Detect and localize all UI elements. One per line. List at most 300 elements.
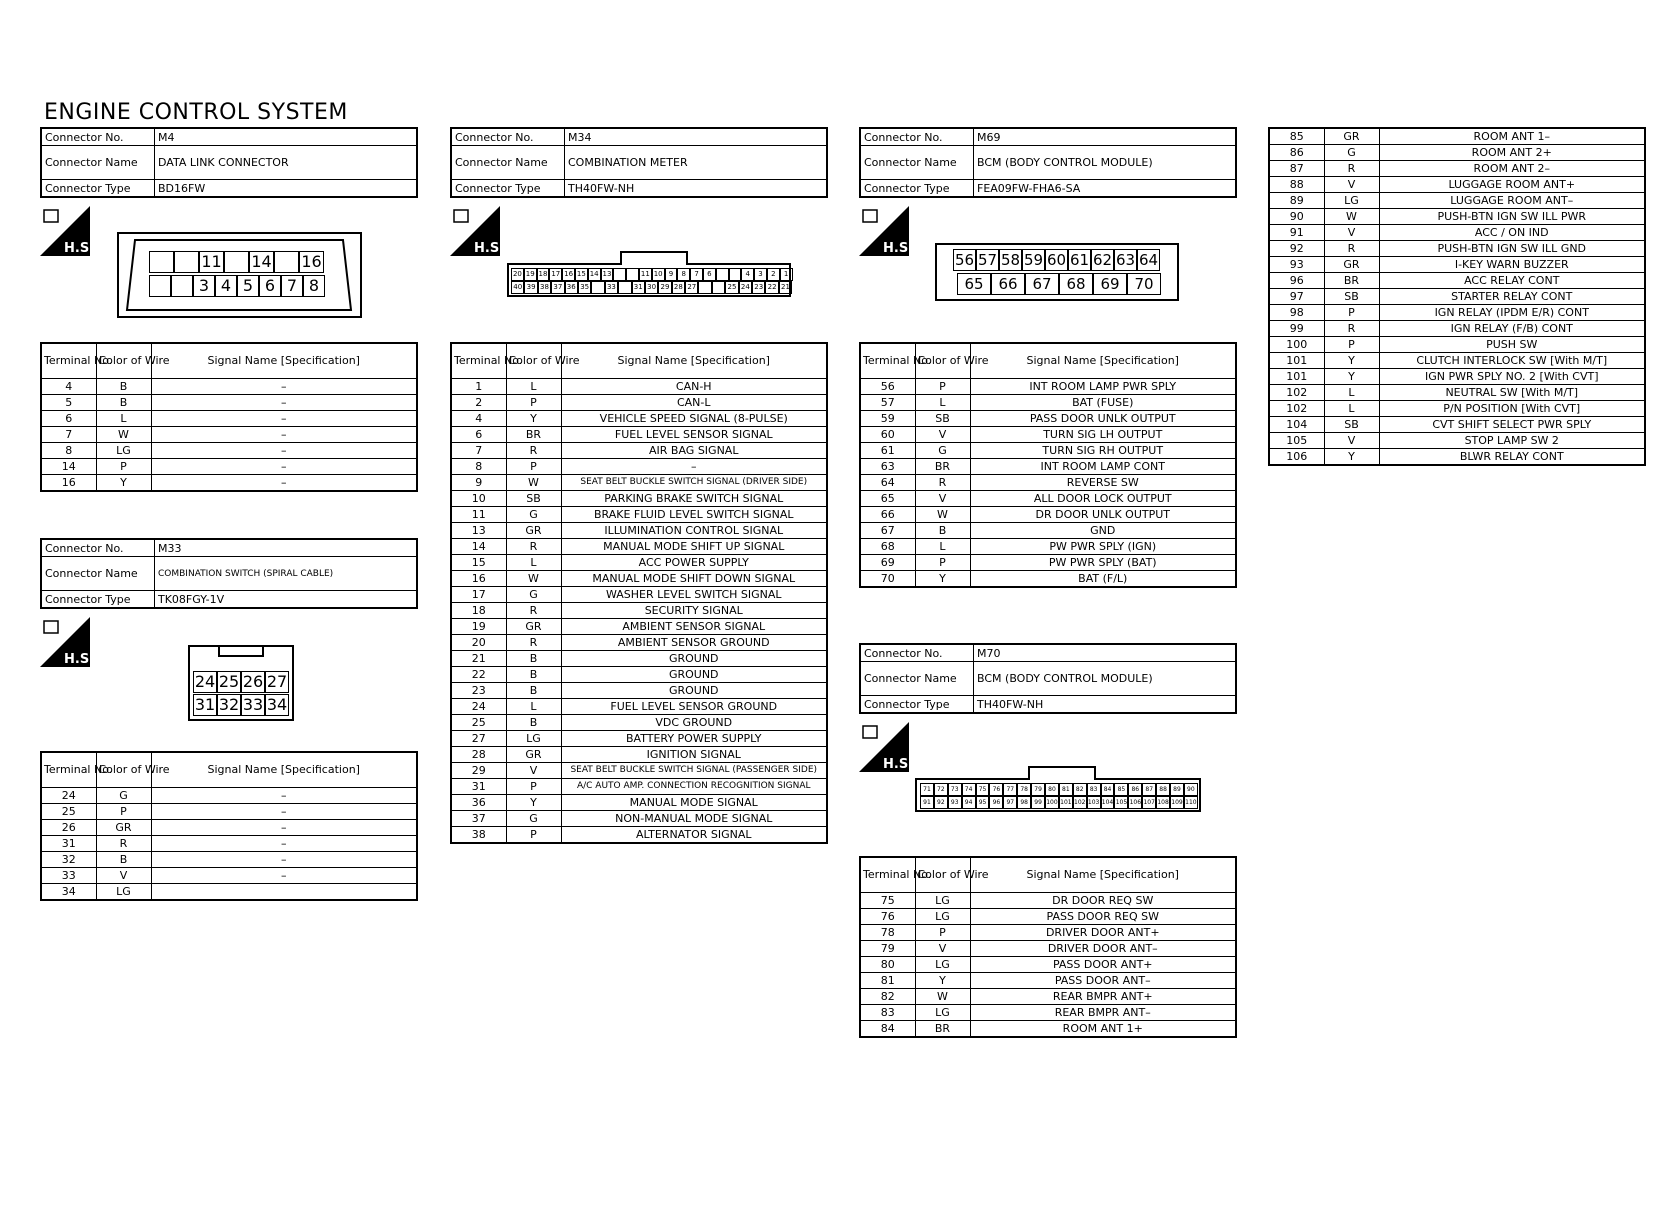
connector-pin: 32 xyxy=(218,695,240,714)
conn-name-label: Connector Name xyxy=(860,662,974,696)
wire-color-cell: GR xyxy=(506,619,561,635)
connector-pin: 63 xyxy=(1115,251,1136,269)
connector-pin: 9 xyxy=(665,268,678,281)
signal-header: Signal Name [Specification] xyxy=(561,343,827,379)
signal-name-cell: – xyxy=(151,836,417,852)
terminal-cell: 31 xyxy=(451,779,506,795)
terminal-cell: 4 xyxy=(451,411,506,427)
connector-pin: 33 xyxy=(605,281,618,294)
conn-type-value: TH40FW-NH xyxy=(565,180,828,198)
terminal-cell: 66 xyxy=(860,507,915,523)
table-row xyxy=(451,667,827,683)
wire-color-cell: Y xyxy=(1324,353,1379,369)
connector-pin xyxy=(712,281,725,294)
wire-color-cell: R xyxy=(1324,241,1379,257)
terminal-cell: 9 xyxy=(451,475,506,491)
wire-color-cell: GR xyxy=(506,523,561,539)
wire-color-cell: P xyxy=(506,779,561,795)
connector-pin: 25 xyxy=(725,281,738,294)
conn-name-value: COMBINATION METER xyxy=(565,146,828,180)
signal-name-cell: – xyxy=(151,379,417,395)
connector-pin xyxy=(274,251,299,273)
m69-connector-face xyxy=(935,243,1179,301)
m70-connector-face xyxy=(915,778,1201,812)
signal-name-cell: – xyxy=(151,459,417,475)
terminal-cell: 79 xyxy=(860,941,915,957)
wire-color-cell: LG xyxy=(915,957,970,973)
connector-pin xyxy=(716,268,729,281)
connector-pin xyxy=(174,251,199,273)
table-row xyxy=(860,909,1236,925)
connector-pin: 26 xyxy=(242,672,264,691)
signal-name-cell: MANUAL MODE SHIFT DOWN SIGNAL xyxy=(561,571,827,587)
terminal-cell: 76 xyxy=(860,909,915,925)
table-row xyxy=(451,603,827,619)
table-row xyxy=(451,683,827,699)
signal-name-cell: NEUTRAL SW [With M/T] xyxy=(1379,385,1645,401)
table-row xyxy=(860,379,1236,395)
signal-name-cell: PASS DOOR ANT+ xyxy=(970,957,1236,973)
terminal-cell: 86 xyxy=(1269,145,1324,161)
connector-pin: 11 xyxy=(639,268,652,281)
table-row xyxy=(860,411,1236,427)
connector-pin: 10 xyxy=(652,268,665,281)
table-row xyxy=(451,443,827,459)
wire-color-cell: SB xyxy=(1324,417,1379,433)
table-row xyxy=(860,395,1236,411)
signal-name-cell: ROOM ANT 1+ xyxy=(970,1021,1236,1038)
connector-pin: 14 xyxy=(249,251,274,273)
terminal-cell: 17 xyxy=(451,587,506,603)
m34-connector-face xyxy=(507,263,791,297)
table-row xyxy=(860,957,1236,973)
connector-pin: 67 xyxy=(1025,273,1059,295)
signal-name-cell: I-KEY WARN BUZZER xyxy=(1379,257,1645,273)
table-row xyxy=(451,555,827,571)
conn-name-label: Connector Name xyxy=(41,557,155,591)
color-header: Color of Wire xyxy=(96,752,151,788)
table-row xyxy=(860,491,1236,507)
signal-name-cell: AMBIENT SENSOR SIGNAL xyxy=(561,619,827,635)
connector-pin: 95 xyxy=(976,796,990,809)
signal-name-cell: A/C AUTO AMP. CONNECTION RECOGNITION SIGNAL xyxy=(561,779,827,795)
conn-type-label: Connector Type xyxy=(41,591,155,609)
connector-pin: 78 xyxy=(1017,783,1031,796)
connector-pin: 70 xyxy=(1127,273,1161,295)
m4-connector-face xyxy=(117,232,362,318)
conn-name-value: DATA LINK CONNECTOR xyxy=(155,146,418,180)
table-row xyxy=(1269,417,1645,433)
hs-label: H.S. xyxy=(883,757,914,772)
table-row xyxy=(860,475,1236,491)
connector-pin: 75 xyxy=(976,783,990,796)
signal-name-cell: TURN SIG LH OUTPUT xyxy=(970,427,1236,443)
terminal-cell: 104 xyxy=(1269,417,1324,433)
terminal-cell: 10 xyxy=(451,491,506,507)
signal-name-cell: GROUND xyxy=(561,683,827,699)
table-row xyxy=(1269,145,1645,161)
connector-pin: 64 xyxy=(1138,251,1159,269)
signal-name-cell: PASS DOOR ANT– xyxy=(970,973,1236,989)
table-row xyxy=(1269,433,1645,449)
signal-name-cell: – xyxy=(151,804,417,820)
connector-pin: 76 xyxy=(989,783,1003,796)
connector-pin: 1 xyxy=(780,268,793,281)
signal-name-cell: PARKING BRAKE SWITCH SIGNAL xyxy=(561,491,827,507)
connector-pin: 11 xyxy=(199,251,224,273)
terminal-cell: 61 xyxy=(860,443,915,459)
conn-name-label: Connector Name xyxy=(41,146,155,180)
table-row xyxy=(1269,225,1645,241)
terminal-cell: 90 xyxy=(1269,209,1324,225)
connector-pin: 59 xyxy=(1023,251,1044,269)
connector-pin xyxy=(591,281,604,294)
connector-pin: 22 xyxy=(765,281,778,294)
connector-pin: 27 xyxy=(266,672,288,691)
terminal-cell: 38 xyxy=(451,827,506,844)
terminal-cell: 84 xyxy=(860,1021,915,1038)
connector-pin: 85 xyxy=(1114,783,1128,796)
m33-signal-table xyxy=(40,751,418,901)
connector-pin: 98 xyxy=(1017,796,1031,809)
connector-pin: 94 xyxy=(962,796,976,809)
conn-type-value: FEA09FW-FHA6-SA xyxy=(974,180,1237,198)
connector-pin xyxy=(224,251,249,273)
conn-type-value: BD16FW xyxy=(155,180,418,198)
signal-name-cell: IGN PWR SPLY NO. 2 [With CVT] xyxy=(1379,369,1645,385)
wire-color-cell: P xyxy=(96,459,151,475)
table-row xyxy=(1269,401,1645,417)
connector-m33-header xyxy=(40,538,418,609)
signal-name-cell: PUSH-BTN IGN SW ILL PWR xyxy=(1379,209,1645,225)
signal-header: Signal Name [Specification] xyxy=(970,343,1236,379)
signal-name-cell: – xyxy=(151,427,417,443)
table-row xyxy=(860,925,1236,941)
conn-type-value: TH40FW-NH xyxy=(974,696,1237,714)
terminal-cell: 5 xyxy=(41,395,96,411)
terminal-cell: 70 xyxy=(860,571,915,588)
harness-side-icon xyxy=(40,617,95,667)
connector-pin xyxy=(171,275,193,297)
color-header: Color of Wire xyxy=(915,857,970,893)
table-row xyxy=(451,459,827,475)
connector-pin: 79 xyxy=(1031,783,1045,796)
connector-pin: 7 xyxy=(281,275,303,297)
table-row xyxy=(41,852,417,868)
terminal-cell: 82 xyxy=(860,989,915,1005)
terminal-cell: 60 xyxy=(860,427,915,443)
signal-name-cell: DRIVER DOOR ANT+ xyxy=(970,925,1236,941)
wire-color-cell: W xyxy=(506,571,561,587)
terminal-cell: 85 xyxy=(1269,128,1324,145)
terminal-cell: 75 xyxy=(860,893,915,909)
connector-pin: 20 xyxy=(511,268,524,281)
wire-color-cell: Y xyxy=(1324,369,1379,385)
connector-pin: 33 xyxy=(242,695,264,714)
signal-name-cell: P/N POSITION [With CVT] xyxy=(1379,401,1645,417)
wire-color-cell: V xyxy=(915,427,970,443)
color-header: Color of Wire xyxy=(96,343,151,379)
table-row xyxy=(41,788,417,804)
table-row xyxy=(1269,209,1645,225)
connector-pin: 18 xyxy=(537,268,550,281)
connector-pin: 90 xyxy=(1184,783,1198,796)
wire-color-cell: Y xyxy=(506,411,561,427)
connector-pin: 101 xyxy=(1059,796,1073,809)
terminal-cell: 59 xyxy=(860,411,915,427)
signal-name-cell: BAT (F/L) xyxy=(970,571,1236,588)
terminal-cell: 98 xyxy=(1269,305,1324,321)
terminal-header: Terminal No. xyxy=(41,752,96,788)
table-row xyxy=(41,411,417,427)
wire-color-cell: L xyxy=(96,411,151,427)
connector-pin: 61 xyxy=(1069,251,1090,269)
terminal-cell: 4 xyxy=(41,379,96,395)
table-row xyxy=(451,779,827,795)
connector-pin: 66 xyxy=(991,273,1025,295)
signal-header: Signal Name [Specification] xyxy=(970,857,1236,893)
conn-no-label: Connector No. xyxy=(451,128,565,146)
hs-label: H.S. xyxy=(64,241,95,256)
signal-name-cell: FUEL LEVEL SENSOR SIGNAL xyxy=(561,427,827,443)
connector-pin: 69 xyxy=(1093,273,1127,295)
table-row xyxy=(451,379,827,395)
wire-color-cell: LG xyxy=(96,884,151,901)
table-row xyxy=(860,941,1236,957)
connector-pin: 71 xyxy=(920,783,934,796)
connector-pin: 62 xyxy=(1092,251,1113,269)
terminal-cell: 106 xyxy=(1269,449,1324,466)
table-row xyxy=(1269,385,1645,401)
connector-pin: 82 xyxy=(1073,783,1087,796)
signal-name-cell: IGN RELAY (F/B) CONT xyxy=(1379,321,1645,337)
table-row xyxy=(1269,177,1645,193)
table-row xyxy=(41,820,417,836)
signal-name-cell: VDC GROUND xyxy=(561,715,827,731)
terminal-cell: 83 xyxy=(860,1005,915,1021)
signal-name-cell: PASS DOOR UNLK OUTPUT xyxy=(970,411,1236,427)
color-header: Color of Wire xyxy=(915,343,970,379)
terminal-cell: 14 xyxy=(451,539,506,555)
connector-pin xyxy=(613,268,626,281)
signal-name-cell: – xyxy=(151,868,417,884)
harness-side-icon xyxy=(859,722,914,772)
m34-signal-table xyxy=(450,342,828,844)
signal-name-cell: PASS DOOR REQ SW xyxy=(970,909,1236,925)
table-row xyxy=(860,523,1236,539)
wire-color-cell: LG xyxy=(1324,193,1379,209)
signal-name-cell: DR DOOR UNLK OUTPUT xyxy=(970,507,1236,523)
wire-color-cell: R xyxy=(1324,321,1379,337)
signal-name-cell: – xyxy=(151,852,417,868)
terminal-cell: 89 xyxy=(1269,193,1324,209)
table-row xyxy=(1269,305,1645,321)
connector-pin xyxy=(626,268,639,281)
terminal-cell: 97 xyxy=(1269,289,1324,305)
signal-name-cell: ROOM ANT 2– xyxy=(1379,161,1645,177)
wire-color-cell: P xyxy=(915,925,970,941)
signal-name-cell: REAR BMPR ANT– xyxy=(970,1005,1236,1021)
terminal-header: Terminal No. xyxy=(451,343,506,379)
signal-name-cell: GROUND xyxy=(561,667,827,683)
conn-type-label: Connector Type xyxy=(451,180,565,198)
terminal-cell: 68 xyxy=(860,539,915,555)
table-row xyxy=(451,427,827,443)
connector-pin: 17 xyxy=(549,268,562,281)
terminal-cell: 13 xyxy=(451,523,506,539)
signal-name-cell: – xyxy=(151,443,417,459)
terminal-cell: 34 xyxy=(41,884,96,901)
connector-pin: 73 xyxy=(948,783,962,796)
table-row xyxy=(451,539,827,555)
table-row xyxy=(451,795,827,811)
connector-pin: 6 xyxy=(259,275,281,297)
signal-name-cell: NON-MANUAL MODE SIGNAL xyxy=(561,811,827,827)
terminal-header: Terminal No. xyxy=(860,343,915,379)
connector-pin: 103 xyxy=(1087,796,1101,809)
signal-header: Signal Name [Specification] xyxy=(151,752,417,788)
connector-pin: 81 xyxy=(1059,783,1073,796)
wire-color-cell: V xyxy=(1324,177,1379,193)
wire-color-cell: L xyxy=(1324,385,1379,401)
connector-pin: 30 xyxy=(645,281,658,294)
terminal-cell: 25 xyxy=(451,715,506,731)
table-row xyxy=(41,868,417,884)
terminal-cell: 65 xyxy=(860,491,915,507)
table-row xyxy=(451,827,827,844)
table-row xyxy=(860,1021,1236,1038)
connector-pin: 3 xyxy=(754,268,767,281)
connector-pin: 13 xyxy=(601,268,614,281)
wire-color-cell: R xyxy=(1324,161,1379,177)
terminal-cell: 28 xyxy=(451,747,506,763)
table-row xyxy=(1269,449,1645,466)
signal-name-cell: MANUAL MODE SHIFT UP SIGNAL xyxy=(561,539,827,555)
connector-pin: 19 xyxy=(524,268,537,281)
signal-name-cell: REAR BMPR ANT+ xyxy=(970,989,1236,1005)
table-row xyxy=(451,619,827,635)
connector-pin: 86 xyxy=(1128,783,1142,796)
connector-pin: 89 xyxy=(1170,783,1184,796)
connector-pin: 109 xyxy=(1170,796,1184,809)
wire-color-cell: W xyxy=(915,507,970,523)
signal-name-cell: REVERSE SW xyxy=(970,475,1236,491)
wire-color-cell: G xyxy=(1324,145,1379,161)
table-row xyxy=(1269,257,1645,273)
table-row xyxy=(451,587,827,603)
connector-pin: 107 xyxy=(1142,796,1156,809)
signal-name-cell: ROOM ANT 1– xyxy=(1379,128,1645,145)
signal-name-cell: CLUTCH INTERLOCK SW [With M/T] xyxy=(1379,353,1645,369)
table-row xyxy=(451,507,827,523)
signal-name-cell: GND xyxy=(970,523,1236,539)
signal-name-cell: CAN-L xyxy=(561,395,827,411)
terminal-cell: 24 xyxy=(41,788,96,804)
wire-color-cell: SB xyxy=(506,491,561,507)
wire-color-cell: GR xyxy=(506,747,561,763)
wire-color-cell: R xyxy=(915,475,970,491)
wire-color-cell: W xyxy=(96,427,151,443)
connector-pin: 34 xyxy=(266,695,288,714)
connector-pin: 93 xyxy=(948,796,962,809)
table-row xyxy=(41,804,417,820)
signal-name-cell: PW PWR SPLY (BAT) xyxy=(970,555,1236,571)
signal-name-cell: BRAKE FLUID LEVEL SWITCH SIGNAL xyxy=(561,507,827,523)
terminal-cell: 93 xyxy=(1269,257,1324,273)
terminal-cell: 33 xyxy=(41,868,96,884)
connector-pin: 36 xyxy=(565,281,578,294)
signal-name-cell: AMBIENT SENSOR GROUND xyxy=(561,635,827,651)
signal-name-cell: STARTER RELAY CONT xyxy=(1379,289,1645,305)
wire-color-cell: V xyxy=(1324,225,1379,241)
wire-color-cell: BR xyxy=(1324,273,1379,289)
signal-name-cell: – xyxy=(151,411,417,427)
wire-color-cell: Y xyxy=(1324,449,1379,466)
table-row xyxy=(860,427,1236,443)
table-row xyxy=(451,475,827,491)
table-row xyxy=(860,571,1236,588)
conn-type-label: Connector Type xyxy=(41,180,155,198)
wire-color-cell: P xyxy=(506,395,561,411)
table-row xyxy=(451,747,827,763)
wire-color-cell: V xyxy=(96,868,151,884)
conn-no-label: Connector No. xyxy=(860,644,974,662)
connector-pin: 28 xyxy=(672,281,685,294)
wire-color-cell: P xyxy=(915,379,970,395)
table-row xyxy=(860,973,1236,989)
terminal-cell: 2 xyxy=(451,395,506,411)
connector-pin: 83 xyxy=(1087,783,1101,796)
connector-pin: 65 xyxy=(957,273,991,295)
connector-pin: 74 xyxy=(962,783,976,796)
hs-label: H.S. xyxy=(474,241,505,256)
table-row xyxy=(451,731,827,747)
signal-name-cell: CAN-H xyxy=(561,379,827,395)
wire-color-cell: BR xyxy=(915,459,970,475)
table-row xyxy=(860,507,1236,523)
table-row xyxy=(451,395,827,411)
signal-name-cell: LUGGAGE ROOM ANT– xyxy=(1379,193,1645,209)
connector-pin: 80 xyxy=(1045,783,1059,796)
conn-name-value: BCM (BODY CONTROL MODULE) xyxy=(974,662,1237,696)
conn-no-value: M4 xyxy=(155,128,418,146)
terminal-cell: 1 xyxy=(451,379,506,395)
terminal-cell: 32 xyxy=(41,852,96,868)
wire-color-cell: W xyxy=(915,989,970,1005)
conn-no-value: M33 xyxy=(155,539,418,557)
signal-name-cell: TURN SIG RH OUTPUT xyxy=(970,443,1236,459)
connector-pin: 7 xyxy=(690,268,703,281)
terminal-cell: 87 xyxy=(1269,161,1324,177)
connector-pin: 110 xyxy=(1184,796,1198,809)
wire-color-cell: B xyxy=(506,667,561,683)
signal-name-cell: DRIVER DOOR ANT– xyxy=(970,941,1236,957)
wire-color-cell: R xyxy=(96,836,151,852)
connector-pin: 77 xyxy=(1003,783,1017,796)
table-row xyxy=(860,555,1236,571)
terminal-header: Terminal No. xyxy=(860,857,915,893)
connector-pin: 24 xyxy=(194,672,216,691)
table-row xyxy=(451,651,827,667)
connector-pin xyxy=(149,275,171,297)
wire-color-cell: LG xyxy=(506,731,561,747)
signal-name-cell: SEAT BELT BUCKLE SWITCH SIGNAL (DRIVER SIDE) xyxy=(561,475,827,491)
connector-pin: 15 xyxy=(575,268,588,281)
m70-continued-table xyxy=(1268,127,1646,466)
terminal-cell: 14 xyxy=(41,459,96,475)
signal-name-cell: ALL DOOR LOCK OUTPUT xyxy=(970,491,1236,507)
connector-pin: 39 xyxy=(524,281,537,294)
